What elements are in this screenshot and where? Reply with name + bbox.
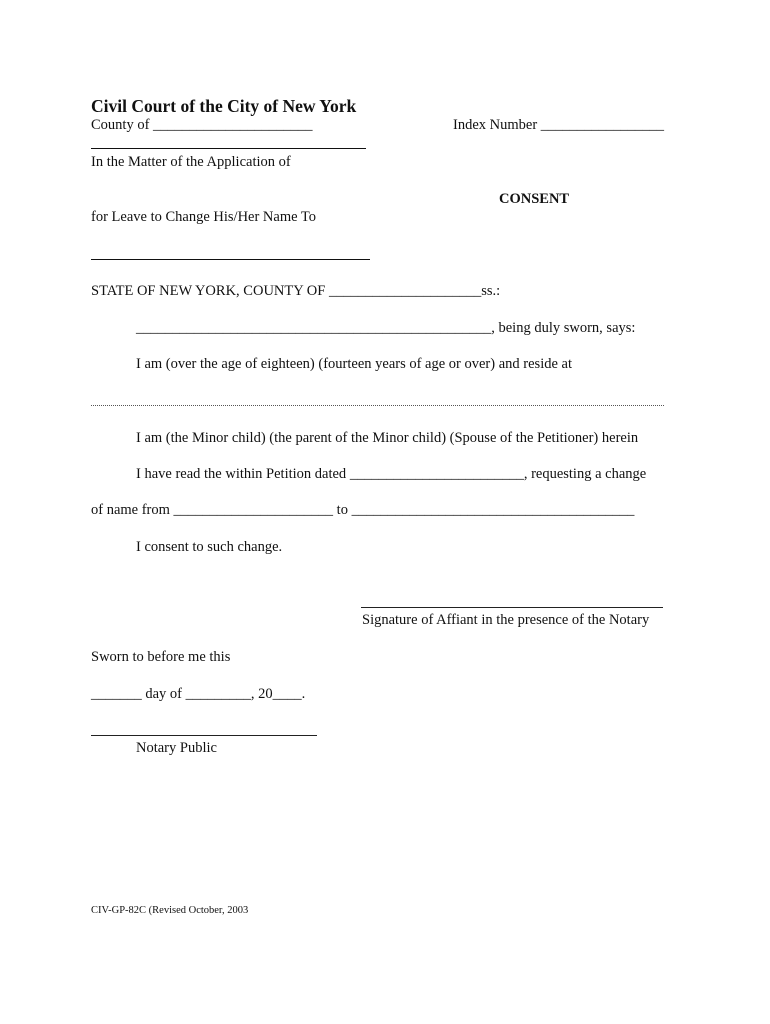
residence-address-rule[interactable] bbox=[91, 405, 664, 406]
court-title: Civil Court of the City of New York bbox=[91, 96, 357, 116]
petition-line bbox=[136, 465, 646, 483]
day-of-label: day of bbox=[145, 686, 183, 702]
sworn-before-line: Sworn to before me this bbox=[91, 649, 231, 665]
age-residence-line: I am (over the age of eighteen) (fourteen years of age or over) and reside at bbox=[136, 356, 572, 372]
affiant-name-input[interactable]: _________________________________________________ bbox=[136, 320, 492, 336]
venue-line bbox=[91, 282, 500, 300]
signature-label: Signature of Affiant in the presence of the Notary bbox=[362, 612, 650, 628]
month-input[interactable]: _________ bbox=[185, 686, 251, 702]
sworn-suffix: , being duly sworn, says: bbox=[491, 320, 636, 336]
index-number-field bbox=[453, 116, 664, 134]
index-number-label: Index Number bbox=[453, 117, 538, 133]
name-to-input[interactable]: _______________________________________ bbox=[351, 502, 635, 518]
county-input[interactable]: ______________________ bbox=[153, 117, 313, 133]
county-field bbox=[91, 116, 313, 134]
notary-label: Notary Public bbox=[136, 740, 217, 756]
jurat-date-line bbox=[91, 685, 305, 703]
name-change-line bbox=[91, 501, 634, 519]
consent-line: I consent to such change. bbox=[136, 539, 283, 555]
applicant-name-rule[interactable] bbox=[91, 259, 370, 260]
relation-line: I am (the Minor child) (the parent of the Minor child) (Spouse of the Petitioner) herein bbox=[136, 430, 639, 446]
matter-line: In the Matter of the Application of bbox=[91, 154, 291, 170]
venue-state-label: STATE OF NEW YORK, COUNTY OF bbox=[91, 283, 326, 299]
leave-line: for Leave to Change His/Her Name To bbox=[91, 209, 317, 225]
index-number-input[interactable]: _________________ bbox=[540, 117, 665, 133]
affiant-line bbox=[136, 319, 635, 337]
caption-top-rule bbox=[91, 148, 366, 149]
petition-suffix: , requesting a change bbox=[523, 466, 647, 482]
notary-signature-rule[interactable] bbox=[91, 735, 317, 736]
form-id: CIV-GP-82C (Revised October, 2003 bbox=[91, 905, 249, 916]
year-input[interactable]: ____ bbox=[272, 686, 302, 702]
document-title: CONSENT bbox=[499, 191, 570, 207]
name-to-label: to bbox=[336, 502, 348, 518]
petition-prefix: I have read the within Petition dated bbox=[136, 466, 347, 482]
venue-ss-label: ss.: bbox=[481, 283, 501, 299]
name-from-input[interactable]: ______________________ bbox=[173, 502, 334, 518]
year-prefix: , 20 bbox=[250, 686, 273, 702]
jurat-period: . bbox=[301, 686, 306, 702]
county-label: County of bbox=[91, 117, 150, 133]
petition-date-input[interactable]: ________________________ bbox=[349, 466, 524, 482]
venue-county-input[interactable]: _____________________ bbox=[328, 283, 482, 299]
day-input[interactable]: _______ bbox=[91, 686, 142, 702]
name-from-label: of name from bbox=[91, 502, 170, 518]
signature-rule[interactable] bbox=[361, 607, 663, 608]
